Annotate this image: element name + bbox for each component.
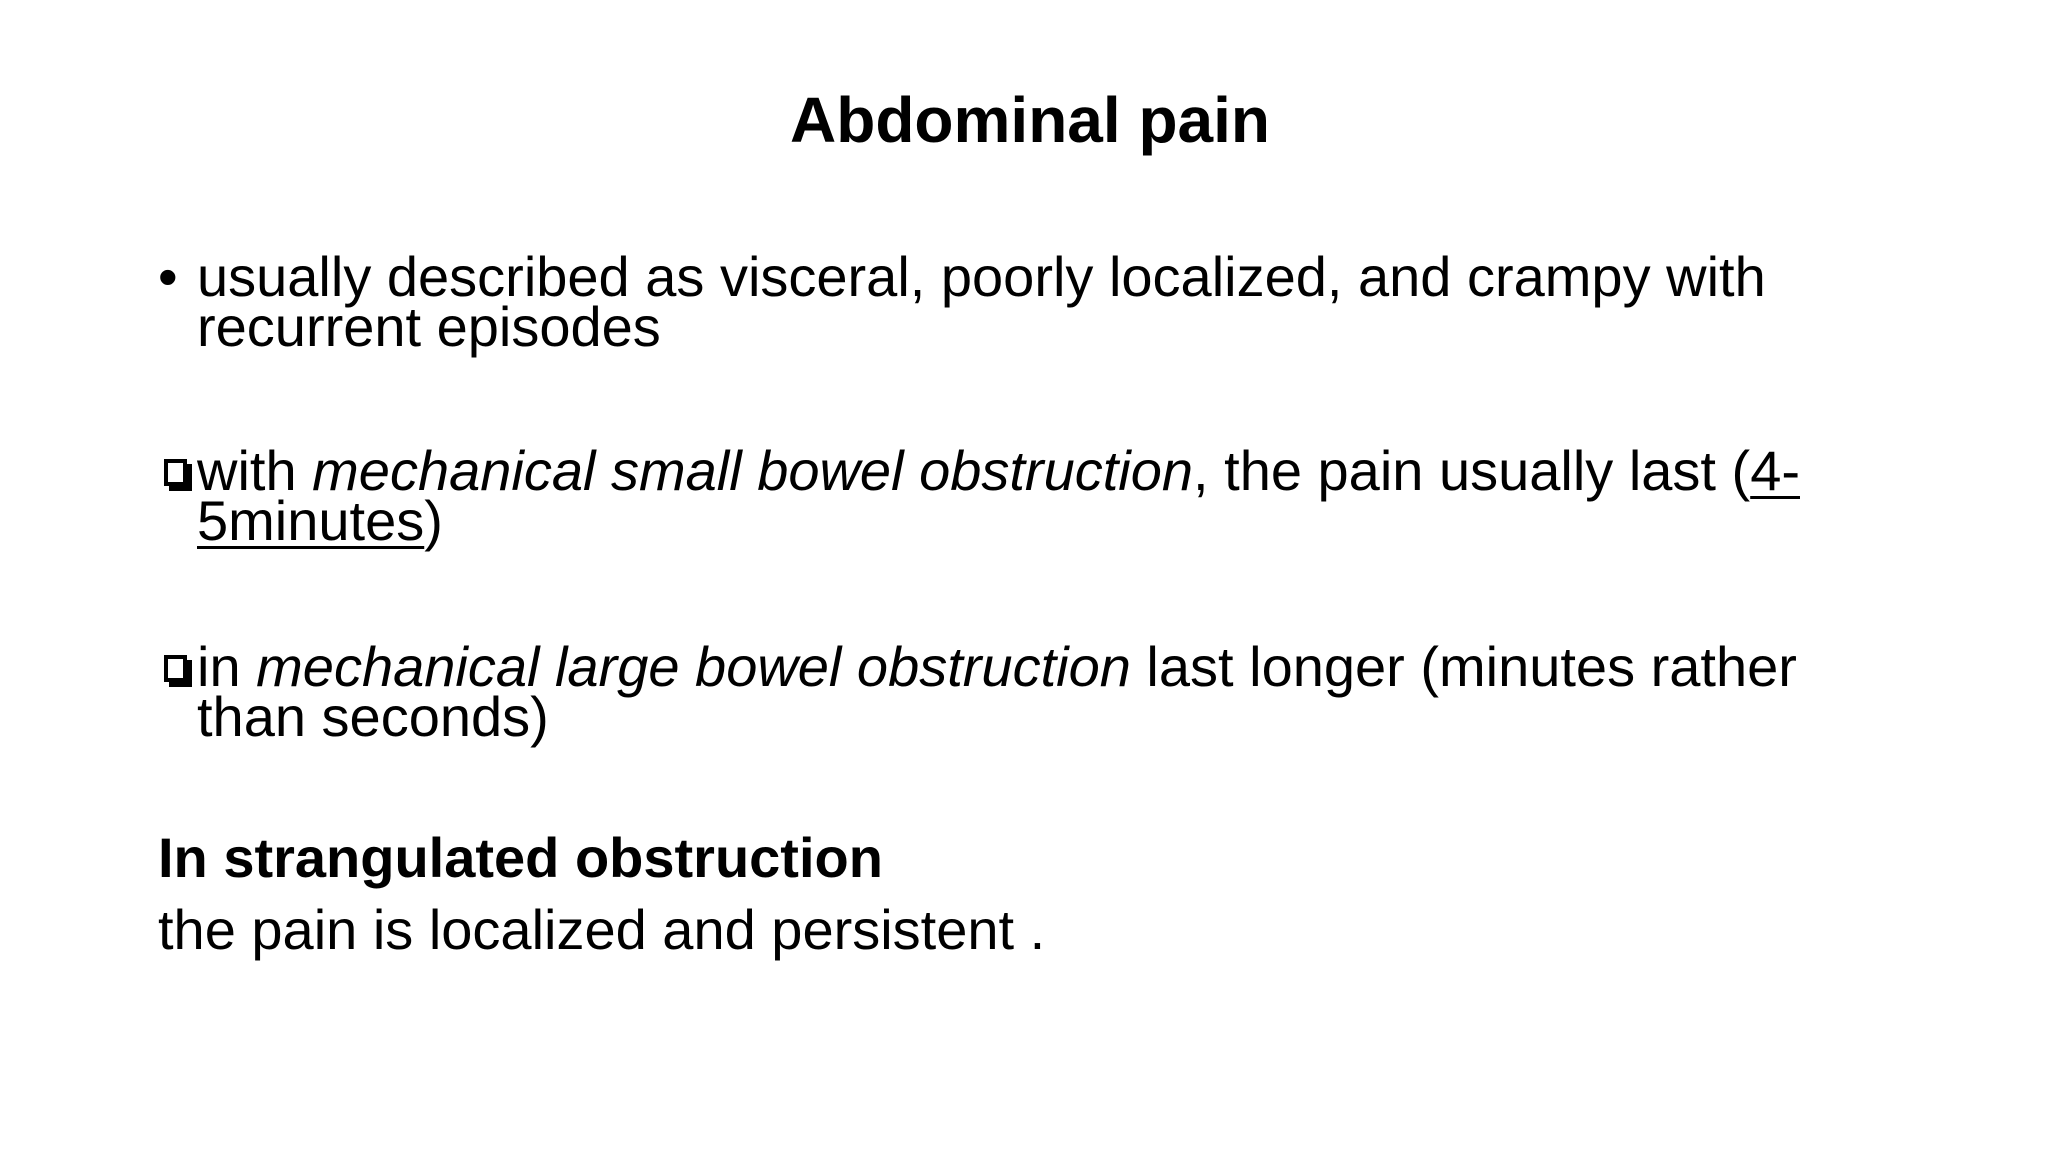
bullet-text-italic: mechanical large bowel obstruction [256, 635, 1131, 698]
bullet-text-suffix: last longer (minutes rather than seconds) [197, 635, 1797, 748]
strangulated-text: the pain is localized and persistent . [158, 898, 1046, 961]
slide-title: Abdominal pain [790, 84, 1270, 156]
bullet-text-prefix: with [197, 439, 313, 502]
bullet-text-suffix: ) [424, 489, 443, 552]
bullet-text-italic: mechanical small bowel obstruction [312, 439, 1194, 502]
checkbox-bullet-icon [164, 459, 187, 486]
bullet-text-middle: , the pain usually last ( [1193, 439, 1751, 502]
bullet-text [197, 635, 1918, 748]
strangulated-heading: In strangulated obstruction [158, 826, 883, 889]
bullet-text [197, 439, 1918, 552]
bullet-text-prefix: in [197, 635, 257, 698]
bullet-item-small-bowel [158, 439, 1918, 552]
bullet-dot-icon: • [158, 245, 178, 308]
bullet-text-underlined: 4-5minutes [197, 439, 1800, 552]
bullet-item-large-bowel [158, 635, 1918, 748]
bullet-item-visceral-pain [158, 245, 1918, 358]
bullet-text: usually described as visceral, poorly localized, and crampy with recurrent episodes [197, 245, 1766, 358]
checkbox-bullet-icon [164, 655, 187, 682]
